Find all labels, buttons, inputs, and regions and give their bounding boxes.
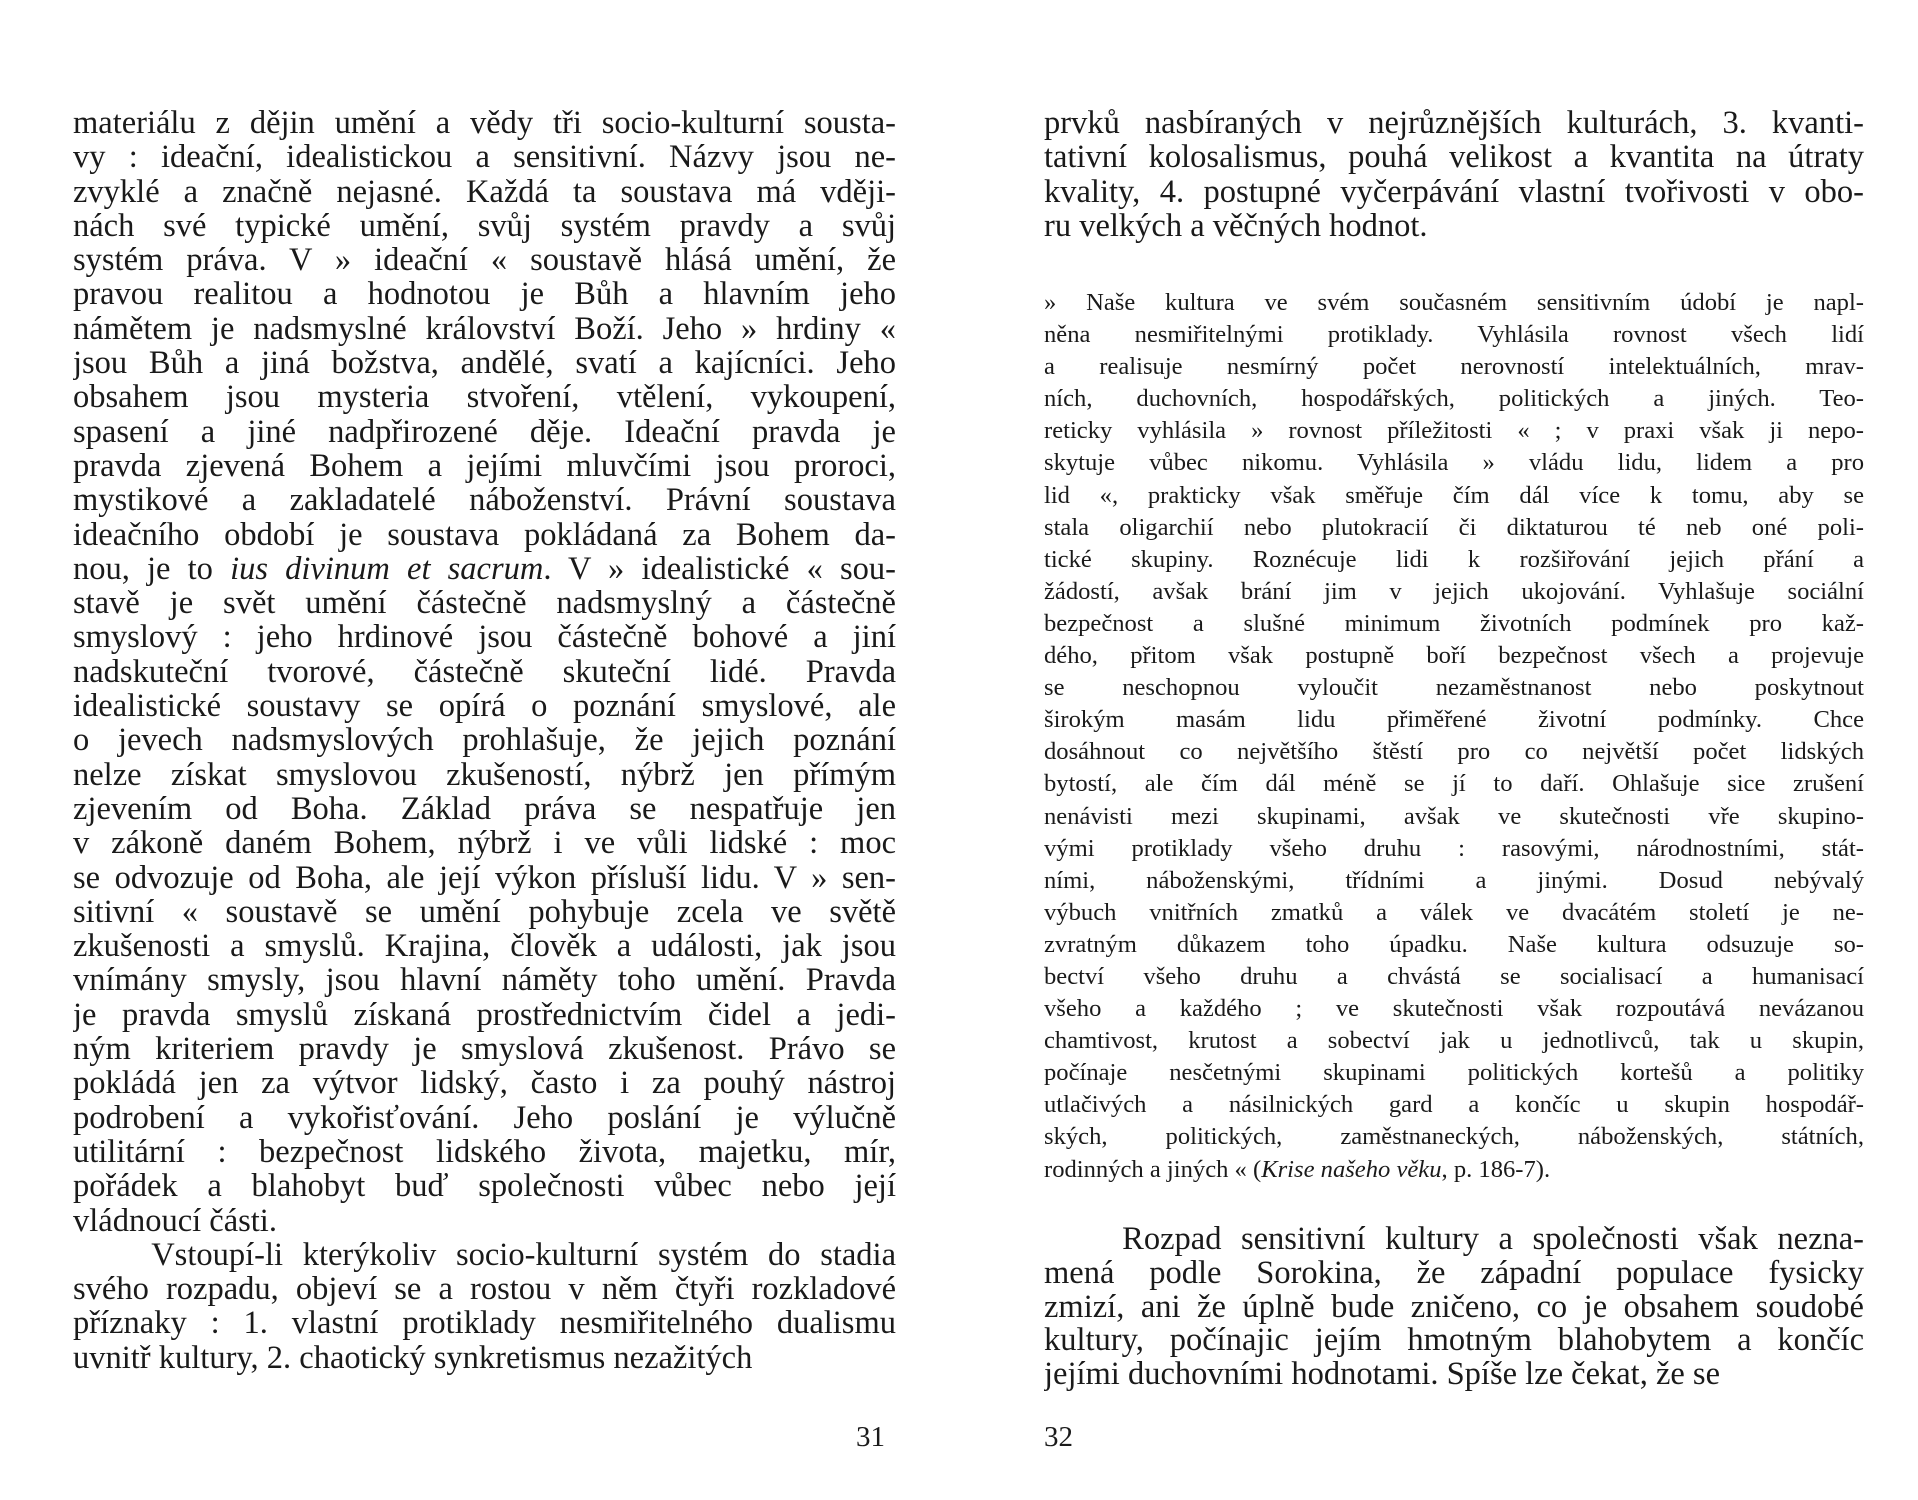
page-number-right: 32 xyxy=(1044,1421,1073,1453)
text-line: pokládá jen za výtvor lidský, často i za pouhý nástroj xyxy=(73,1066,896,1101)
text-line: bectví všeho druhu a chvástá se socialisací a humanisací xyxy=(1044,962,1864,990)
text-line: pravda zjevená Bohem a jejími mluvčími jsou proroci, xyxy=(73,448,896,484)
text-line: ními, náboženskými, třídními a jinými. Dosud nebývalý xyxy=(1044,866,1864,894)
right-page-continuation xyxy=(1044,106,1864,244)
text-line: zvyklé a značně nejasné. Každá ta soustava má vději- xyxy=(73,174,896,209)
text-line: vy : ideační, idealistickou a sensitivní. Názvy jsou ne- xyxy=(73,140,896,175)
text-line: počínaje nesčetnými skupinami politických kortešů a politiky xyxy=(1044,1059,1864,1087)
text-line: zjevením od Boha. Základ práva se nespatřuje jen xyxy=(73,791,896,827)
text-line: pravou realitou a hodnotou je Bůh a hlavním jeho xyxy=(73,277,896,312)
text-line: stavě je svět umění částečně nadsmyslný a částečně xyxy=(73,586,896,621)
text-line: idealistické soustavy se opírá o poznání smyslové, ale xyxy=(73,689,896,724)
text-line: Vstoupí-li kterýkoliv socio-kulturní systém do stadia xyxy=(73,1237,896,1273)
text-line: jsou Bůh a jiná božstva, andělé, svatí a kajícníci. Jeho xyxy=(73,346,896,381)
text-line: stala oligarchií nebo plutokracií či diktaturou té neb oné poli- xyxy=(1044,513,1864,541)
text-line: všeho a každého ; ve skutečnosti však rozpoutává nevázanou xyxy=(1044,995,1864,1023)
text-line: je pravda smyslů získaná prostřednictvím čidel a jedi- xyxy=(73,997,896,1033)
text-line: svého rozpadu, objeví se a rostou v něm čtyři rozkladové xyxy=(73,1272,896,1307)
text-line: dého, přitom však postupně boří bezpečnost všech a projevuje xyxy=(1044,642,1864,670)
text-line: o jevech nadsmyslových prohlašuje, že jejich poznání xyxy=(73,723,896,758)
right-page xyxy=(959,0,1918,1500)
text-line: žádostí, avšak brání jim v jejich ukojování. Vyhlašuje sociální xyxy=(1044,577,1864,605)
text-line: » Naše kultura ve svém současném sensitivním údobí je napl- xyxy=(1044,289,1864,316)
text-line: vládnoucí části. xyxy=(73,1203,277,1238)
text-line: se odvozuje od Boha, ale její výkon přísluší lidu. V » sen- xyxy=(73,860,896,895)
text-line: tické skupiny. Roznécuje lidi k rozšiřování jejich přání a xyxy=(1044,545,1864,573)
text-line: spasení a jiné nadpřirozené děje. Ideační pravda je xyxy=(73,414,896,449)
text-line: nelze získat smyslovou zkušeností, nýbrž jen přímým xyxy=(73,757,896,792)
text-line: výbuch vnitřních zmatků a válek ve dvacátém století je ne- xyxy=(1044,898,1864,926)
text-line: mystikové a zakladatelé náboženství. Právní soustava xyxy=(73,483,896,518)
text-line: skytuje vůbec nikomu. Vyhlásila » vládu lidu, lidem a pro xyxy=(1044,449,1864,477)
text-line: bytostí, ale čím dál méně se jí to daří. Ohlašuje sice zrušení xyxy=(1044,770,1864,798)
text-line: podrobení a vykořisťování. Jeho poslání je výlučně xyxy=(73,1100,896,1135)
text-line: smyslový : jeho hrdinové jsou částečně bohové a jiní xyxy=(73,620,896,655)
text-line: ideačního období je soustava pokládaná za Bohem da- xyxy=(73,517,896,552)
text-line: něna nesmiřitelnými protiklady. Vyhlásila rovnost všech lidí xyxy=(1044,321,1864,349)
text-line: Rozpad sensitivní kultury a společnosti však nezna- xyxy=(1044,1223,1864,1257)
text-line: systém práva. V » ideační « soustavě hlásá umění, že xyxy=(73,243,896,278)
text-line: v zákoně daném Bohem, nýbrž i ve vůli lidské : moc xyxy=(73,826,896,861)
text-line: ských, politických, zaměstnaneckých, náboženských, státních, xyxy=(1044,1123,1864,1151)
left-page-body xyxy=(73,106,896,1375)
text-line: ným kriteriem pravdy je smyslová zkušenost. Právo se xyxy=(73,1032,896,1067)
text-line: se neschopnou vyloučit nezaměstnanost nebo poskytnout xyxy=(1044,674,1864,702)
text-line: jejími duchovními hodnotami. Spíše lze čekat, že se xyxy=(1044,1358,1721,1392)
text-line: materiálu z dějin umění a vědy tři socio-kulturní sousta- xyxy=(73,106,896,141)
text-line: ních, duchovních, hospodářských, politických a jiných. Teo- xyxy=(1044,385,1864,413)
text-line: utlačivých a násilnických gard a končíc u skupin hospodář- xyxy=(1044,1091,1864,1119)
text-line: pořádek a blahobyt buď společnosti vůbec nebo její xyxy=(73,1169,896,1204)
text-line: nadskuteční tvorové, částečně skuteční lidé. Pravda xyxy=(73,654,896,690)
text-line: obsahem jsou mysteria stvoření, vtělení, vykoupení, xyxy=(73,380,896,415)
text-line: širokým masám lidu přiměřené životní podmínky. Chce xyxy=(1044,706,1864,734)
text-line: námětem je nadsmyslné království Boží. Jeho » hrdiny « xyxy=(73,311,896,347)
text-line: vými protiklady všeho druhu : rasovými, národnostními, stát- xyxy=(1044,834,1864,862)
text-line: lid «, prakticky však směřuje čím dál více k tomu, aby se xyxy=(1044,481,1864,509)
text-line: sitivní « soustavě se umění pohybuje zcela ve světě xyxy=(73,894,896,930)
text-line: a realisuje nesmírný počet nerovností intelektuálních, mrav- xyxy=(1044,353,1864,381)
text-line: zmizí, ani že úplně bude zničeno, co je obsahem soudobé xyxy=(1044,1290,1864,1325)
text-line: utilitární : bezpečnost lidského života, majetku, mír, xyxy=(73,1134,896,1170)
text-line: bezpečnost a slušné minimum životních podmínek pro kaž- xyxy=(1044,609,1864,637)
text-line: zvratným důkazem toho úpadku. Naše kultura odsuzuje so- xyxy=(1044,930,1864,958)
text-line: reticky vyhlásila » rovnost příležitosti « ; v praxi však ji nepo- xyxy=(1044,417,1864,445)
text-line: vnímány smysly, jsou hlavní náměty toho umění. Pravda xyxy=(73,963,896,998)
text-line: kvality, 4. postupné vyčerpávání vlastní tvořivosti v obo- xyxy=(1044,174,1864,210)
text-line: mená podle Sorokina, že západní populace fysicky xyxy=(1044,1256,1864,1291)
text-line: prvků nasbíraných v nejrůznějších kulturách, 3. kvanti- xyxy=(1044,106,1864,141)
text-line: chamtivost, krutost a sobectví jak u jednotlivců, tak u skupin, xyxy=(1044,1027,1864,1055)
text-line: nách své typické umění, svůj systém pravdy a svůj xyxy=(73,208,896,244)
text-line: příznaky : 1. vlastní protiklady nesmiřitelného dualismu xyxy=(73,1306,896,1341)
text-line: ru velkých a věčných hodnot. xyxy=(1044,209,1428,244)
text-line: dosáhnout co největšího štěstí pro co největší počet lidských xyxy=(1044,738,1864,766)
text-line: nou, je to ius divinum et sacrum. V » idealistické « sou- xyxy=(73,551,896,587)
text-line: nenávisti mezi skupinami, avšak ve skutečnosti vře skupino- xyxy=(1044,802,1864,830)
text-line: uvnitř kultury, 2. chaotický synkretismus nezažitých xyxy=(73,1340,753,1375)
right-page-paragraph xyxy=(1044,1223,1864,1392)
text-line: tativní kolosalismus, pouhá velikost a kvantita na útraty xyxy=(1044,140,1864,175)
text-line: zkušenosti a smyslů. Krajina, člověk a události, jak jsou xyxy=(73,929,896,964)
text-line: kultury, počínajic jejím hmotným blahobytem a končíc xyxy=(1044,1324,1864,1359)
page-number-left: 31 xyxy=(856,1421,885,1453)
block-quotation xyxy=(1044,287,1864,1186)
text-line: rodinných a jiných « (Krise našeho věku, p. 186-7). xyxy=(1044,1155,1551,1183)
